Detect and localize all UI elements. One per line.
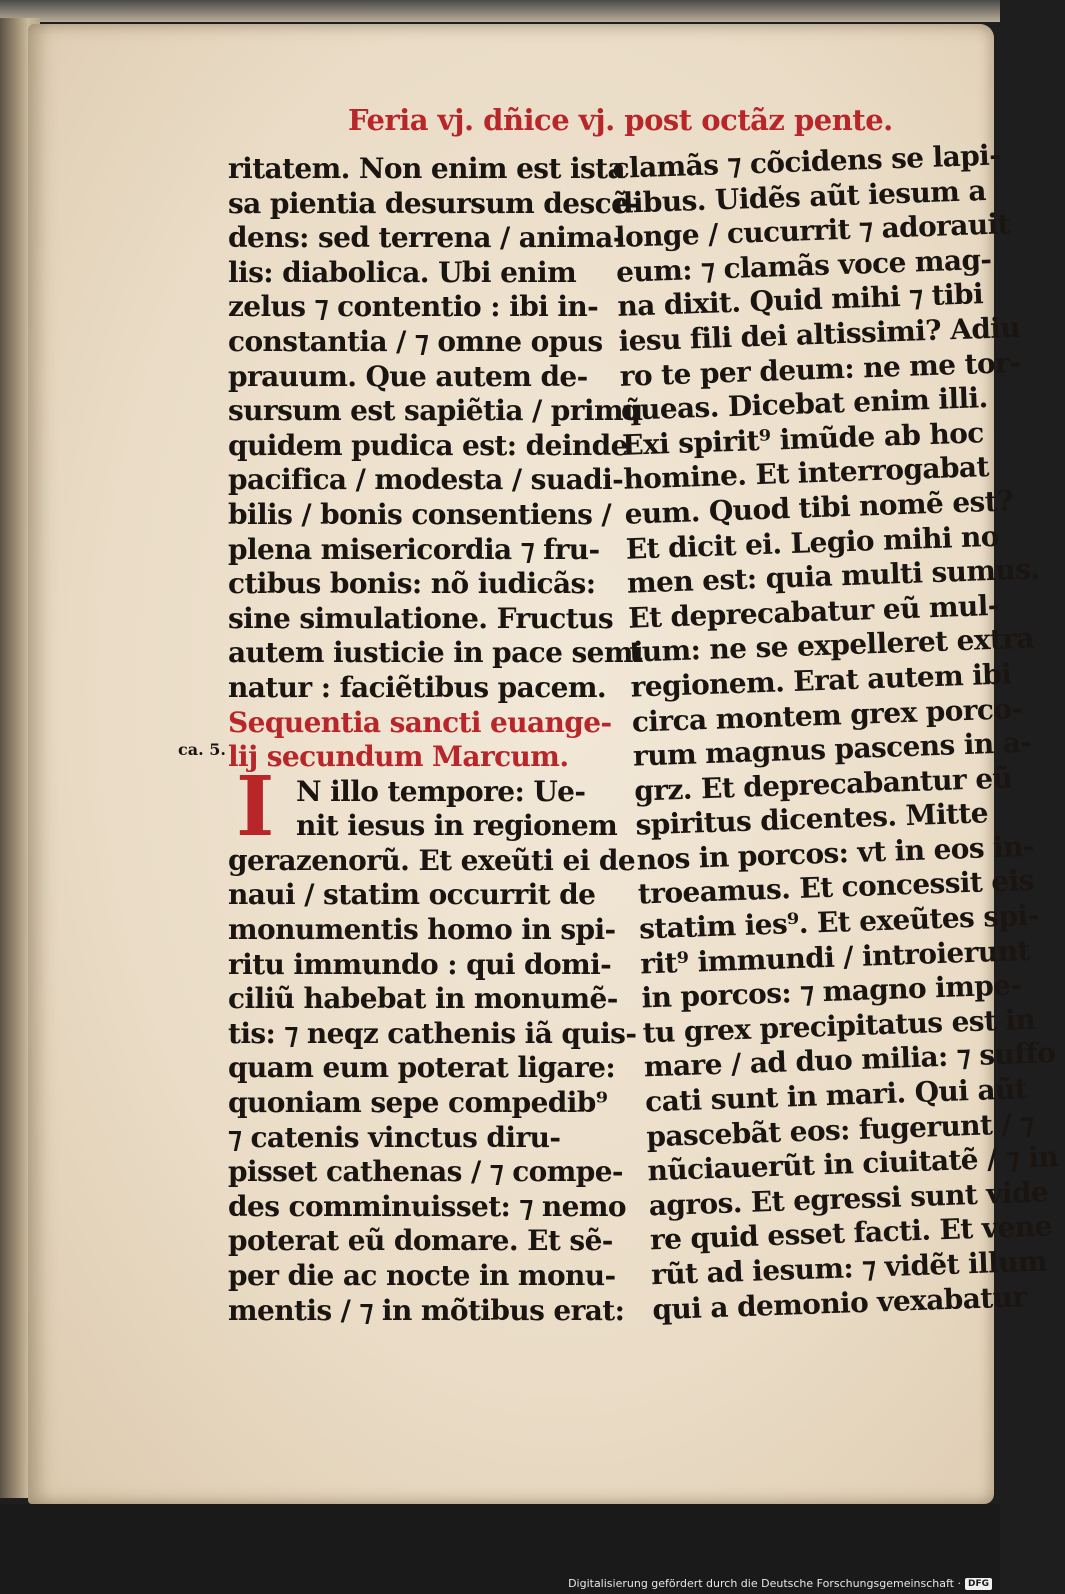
text-line: qui a demonio vexabatur <box>651 1279 1027 1326</box>
text-line: quidem pudica est: deinde <box>228 428 628 462</box>
text-line: clamãs ⁊ cõcidens se lapi- <box>612 138 1001 185</box>
viewer-bottom-bar <box>0 1504 1000 1594</box>
text-line: zelus ⁊ contentio : ibi in- <box>228 290 599 324</box>
text-line: bilis / bonis consentiens / <box>228 497 612 531</box>
text-line: poterat eũ domare. Et sẽ- <box>228 1224 613 1258</box>
text-line: plena misericordia ⁊ fru- <box>228 532 600 566</box>
rubric-line: lij secundum Marcum. <box>228 740 569 774</box>
text-line: ro te per deum: ne me tor- <box>619 345 1021 393</box>
text-line: dens: sed terrena / anima- <box>228 221 624 255</box>
text-line: spiritus dicentes. Mitte <box>634 796 989 842</box>
text-line: autem iusticie in pace semi <box>228 636 643 670</box>
text-line: rum magnus pascens in a- <box>632 725 1032 773</box>
text-line: grz. Et deprecabantur eũ <box>633 761 1013 808</box>
text-line: pacifica / modesta / suadi- <box>228 463 624 497</box>
text-line: circa montem grex porco- <box>631 691 1023 739</box>
text-line: sine simulatione. Fructus <box>228 601 613 635</box>
text-line: nit iesus in regionem <box>296 809 618 843</box>
right-column <box>612 138 1059 1328</box>
text-line: regionem. Erat autem ibi <box>630 657 1012 704</box>
text-line: monumentis homo in spi- <box>228 913 616 947</box>
text-line: ⁊ catenis vinctus diru- <box>228 1120 561 1154</box>
text-line: gerazenorũ. Et exeũti ei de <box>228 843 636 877</box>
text-line: agros. Et egressi sunt vide <box>648 1175 1049 1223</box>
text-line: natur : faciẽtibus pacem. <box>228 670 607 704</box>
text-line: des comminuisset: ⁊ nemo <box>228 1189 626 1223</box>
text-line: re quid esset facti. Et vene <box>649 1209 1053 1257</box>
text-line: pascebãt eos: fugerunt / ⁊ <box>645 1106 1035 1154</box>
text-line: mare / ad duo milia: ⁊ suffo <box>643 1036 1056 1084</box>
funding-credit <box>568 1577 992 1590</box>
text-line: Exi spirit⁹ imũde ab hoc <box>621 415 985 462</box>
credit-text: Digitalisierung gefördert durch die Deutsche Forschungsgemeinschaft · <box>568 1577 961 1590</box>
left-column <box>228 152 643 1328</box>
text-line: Et deprecabatur eũ mul- <box>627 588 1000 635</box>
text-line: mentis / ⁊ in mõtibus erat: <box>228 1293 625 1327</box>
running-head: Feria vj. dñice vj. post octãz pente. <box>348 103 893 137</box>
book-top-edge <box>0 0 1000 22</box>
text-line: ctibus bonis: nõ iudicãs: <box>228 567 596 601</box>
text-line: sa pientia desursum descẽ- <box>228 186 640 220</box>
text-line: rũt ad iesum: ⁊ vidẽt illum <box>650 1244 1048 1292</box>
text-line: ciliũ habebat in monumẽ- <box>228 982 618 1016</box>
text-line: statim ies⁹. Et exeũtes spi- <box>638 898 1040 946</box>
text-line: longe / cucurrit ⁊ adorauit <box>614 207 1011 255</box>
text-line: dibus. Uidẽs aũt iesum a <box>613 173 987 220</box>
rubric-line: Sequentia sancti euange- <box>228 705 612 739</box>
text-line: iesu fili dei altissimi? Adiu <box>618 310 1021 358</box>
text-line: tis: ⁊ neqz cathenis iã quis- <box>228 1016 637 1050</box>
text-line: tum: ne se expelleret extra <box>628 621 1035 669</box>
text-line: men est: quia multi sumus. <box>626 552 1040 600</box>
text-line: Et dicit ei. Legio mihi no <box>625 519 1000 566</box>
text-line: per die ac nocte in monu- <box>228 1259 616 1292</box>
text-line: ritu immundo : qui domi- <box>228 947 612 981</box>
text-line: naui / statim occurrit de <box>228 878 596 912</box>
text-line: lis: diabolica. Ubi enim <box>228 255 577 289</box>
text-line: eum: ⁊ clamãs voce mag- <box>615 242 992 289</box>
text-line: N illo tempore: Ue- <box>296 774 586 808</box>
text-line: constantia / ⁊ omne opus <box>228 324 603 358</box>
text-line: rit⁹ immundi / introierunt <box>639 933 1031 981</box>
text-line: queas. Dicebat enim illi. <box>620 381 989 427</box>
text-line: na dixit. Quid mihi ⁊ tibi <box>616 277 984 324</box>
text-line: sursum est sapiẽtia / primũ <box>228 394 643 428</box>
text-line: eum. Quod tibi nomẽ est? <box>624 484 1014 531</box>
decorated-initial: I <box>236 759 275 855</box>
text-line: quoniam sepe compedib⁹ <box>228 1086 608 1120</box>
text-line: homine. Et interrogabat <box>622 450 990 497</box>
dfg-logo: DFG <box>965 1578 992 1590</box>
text-line: prauum. Que autem de- <box>228 359 588 393</box>
text-line: nos in porcos: vt in eos in- <box>636 829 1035 877</box>
text-line: cati sunt in mari. Qui aũt <box>644 1072 1028 1119</box>
text-line: nũciauerũt in ciuitatẽ / ⁊ in <box>647 1140 1059 1188</box>
text-line: quam eum poterat ligare: <box>228 1051 616 1085</box>
text-line: pisset cathenas / ⁊ compe- <box>228 1155 623 1189</box>
margin-chapter-note: ca. 5. <box>178 740 226 759</box>
text-line: troeamus. Et concessit eis <box>637 864 1035 912</box>
text-line: tu grex precipitatus est in <box>642 1002 1036 1050</box>
text-line: in porcos: ⁊ magno impe- <box>640 968 1022 1015</box>
text-line: ritatem. Non enim est ista <box>228 152 626 185</box>
